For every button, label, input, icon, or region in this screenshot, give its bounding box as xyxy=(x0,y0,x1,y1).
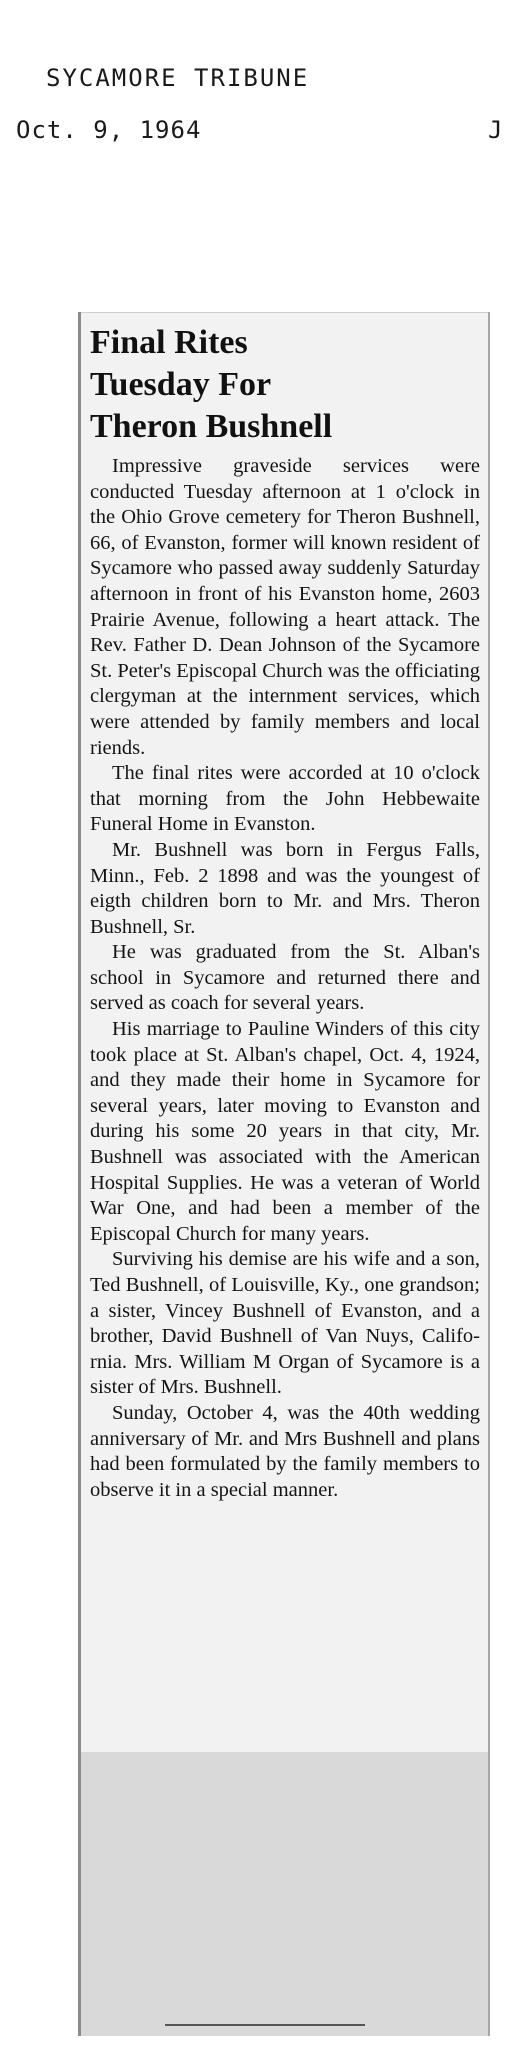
publication-date: Oct. 9, 1964 xyxy=(16,116,202,144)
clipping-right-edge xyxy=(488,312,490,2036)
article-paragraph: The final rites were accorded at 10 o'clock that morning from the John Hebbewaite Funeral Home in Evanston. xyxy=(90,762,480,836)
article-paragraph: He was graduated from the St. Alban's school in Sycamore and returned there and served as coach for several years. xyxy=(90,941,480,1015)
headline-line: Final Rites xyxy=(90,324,248,361)
photocopy-shading xyxy=(78,1752,490,2036)
article-paragraph: Sunday, October 4, was the 40th wedding anniversary of Mr. and Mrs Bushnell and plans had been formulated by the family members to observe it in a special manner. xyxy=(90,1401,480,1501)
article-end-rule xyxy=(165,2024,365,2026)
headline-line: Theron Bushnell xyxy=(90,408,333,445)
headline-line: Tuesday For xyxy=(90,366,272,403)
article-paragraph: Surviving his demise are his wife and a son, Ted Bushnell, of Louisville, Ky., one grandson; a sister, Vincey Bushnell of Evanston, and a brother, David Bushnell of Van Nuys, California. Mrs. William M Organ of Sycamore is a sister of Mrs. Bushnell. xyxy=(90,1248,480,1399)
article-paragraph: His marriage to Pauline Winders of this city took place at St. Alban's chapel, Oct. 4, 1924, and they made their home in Sycamore for several years, later moving to Evanston and during his some 20 years in that city, Mr. Bushnell was associated with the American Hospital Supplies. He was a veteran of World War One, and had been a member of the Episcopal Church for many years. xyxy=(90,1018,480,1245)
clipping-header xyxy=(0,0,523,170)
headline xyxy=(90,322,480,448)
newspaper-clipping xyxy=(78,312,490,2036)
newspaper-name: SYCAMORE TRIBUNE xyxy=(46,64,310,92)
page-mark: J xyxy=(488,116,503,144)
article-paragraph: Mr. Bushnell was born in Fergus Falls, Minn., Feb. 2 1898 and was the youngest of eigth children born to Mr. and Mrs. Theron Bushnell, Sr. xyxy=(90,838,480,938)
obituary-article xyxy=(90,322,480,1503)
article-paragraph: Impressive graveside services were conducted Tuesday afternoon at 1 o'clock in the Ohio Grove cemetery for Theron Bushnell, 66, of Evanston, former will known resident of Sycamore who passed away suddenly Saturday afternoon in front of his Evanston home, 2603 Prairie Avenue, following a heart attack. The Rev. Father D. Dean Johnson of the Sycamore St. Peter's Episcopal Church was the officiating clergyman at the internment services, which were attended by family members and local riends. xyxy=(90,455,480,759)
clipping-left-edge xyxy=(78,312,81,2036)
